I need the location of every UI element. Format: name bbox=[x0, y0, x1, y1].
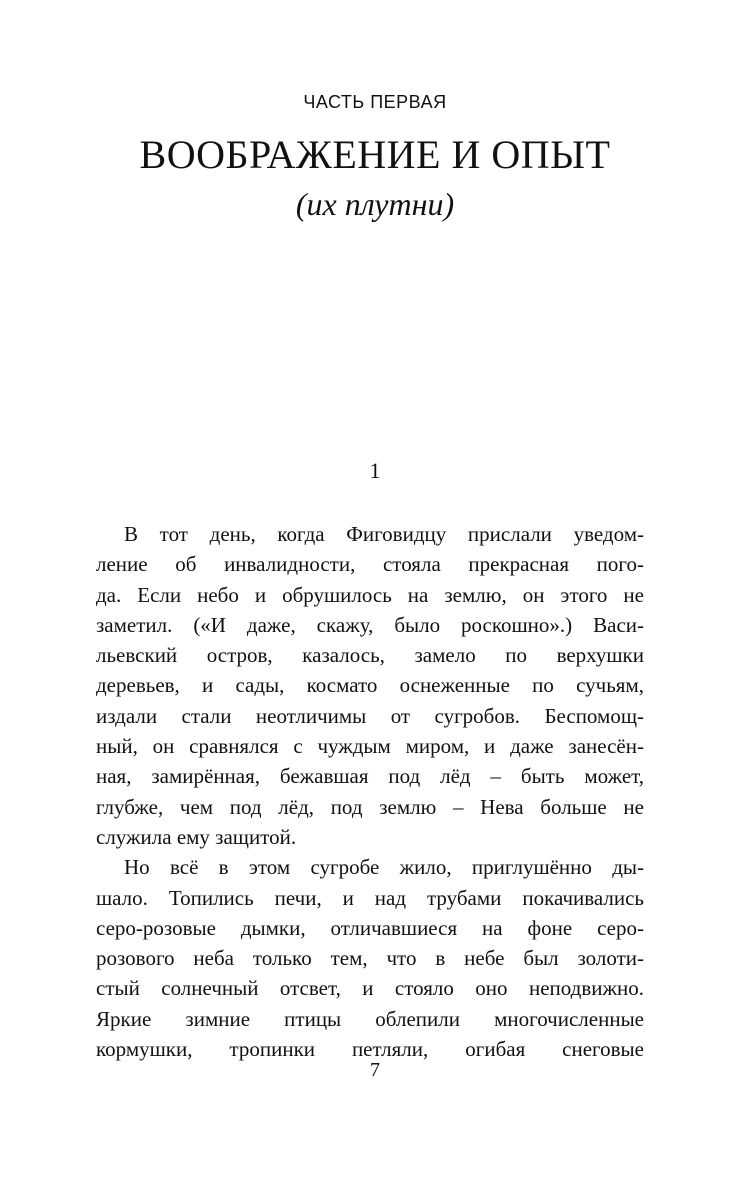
paragraph-line: серо-розовые дымки, отличавшиеся на фоне серо- bbox=[96, 915, 644, 940]
paragraph-line: издали стали неотличимы от сугробов. Беспомощ- bbox=[96, 703, 644, 728]
paragraph-line: стый солнечный отсвет, и стояло оно неподвижно. bbox=[96, 976, 644, 1001]
part-label: ЧАСТЬ ПЕРВАЯ bbox=[303, 92, 447, 112]
paragraph-line: деревьев, и сады, космато оснеженные по сучьям, bbox=[96, 673, 644, 698]
paragraph-line: шало. Топились печи, и над трубами покачивались bbox=[96, 885, 644, 910]
paragraph-line: ный, он сравнялся с чуждым миром, и даже занесён- bbox=[96, 734, 644, 759]
chapter-number: 1 bbox=[369, 458, 381, 483]
paragraph-line: Но всё в этом сугробе жило, приглушённо ды- bbox=[124, 855, 644, 880]
body-text bbox=[96, 519, 644, 1064]
paragraph-line: ная, замирённая, бежавшая под лёд – быть может, bbox=[96, 764, 644, 789]
paragraph-line: льевский остров, казалось, замело по верхушки bbox=[96, 643, 644, 668]
paragraph-line: да. Если небо и обрушилось на землю, он этого не bbox=[96, 582, 644, 607]
part-title: ВООБРАЖЕНИЕ И ОПЫТ bbox=[139, 132, 611, 177]
paragraph-line: розового неба только тем, что в небе был золоти- bbox=[96, 946, 644, 971]
paragraph-line: В тот день, когда Фиговидцу прислали уведом- bbox=[124, 522, 644, 546]
paragraph-line: кормушки, тропинки петляли, огибая снеговые bbox=[96, 1037, 644, 1062]
part-subtitle: (их плутни) bbox=[295, 186, 455, 222]
paragraph-line: ление об инвалидности, стояла прекрасная пого- bbox=[96, 552, 644, 577]
paragraph-line: глубже, чем под лёд, под землю – Нева больше не bbox=[96, 794, 644, 819]
paragraph-line: Яркие зимние птицы облепили многочисленные bbox=[96, 1006, 644, 1031]
paragraph-line: заметил. («И даже, скажу, было роскошно».) Васи- bbox=[96, 612, 644, 637]
paragraph-line: служила ему защитой. bbox=[96, 824, 297, 849]
page-number: 7 bbox=[370, 1059, 380, 1081]
